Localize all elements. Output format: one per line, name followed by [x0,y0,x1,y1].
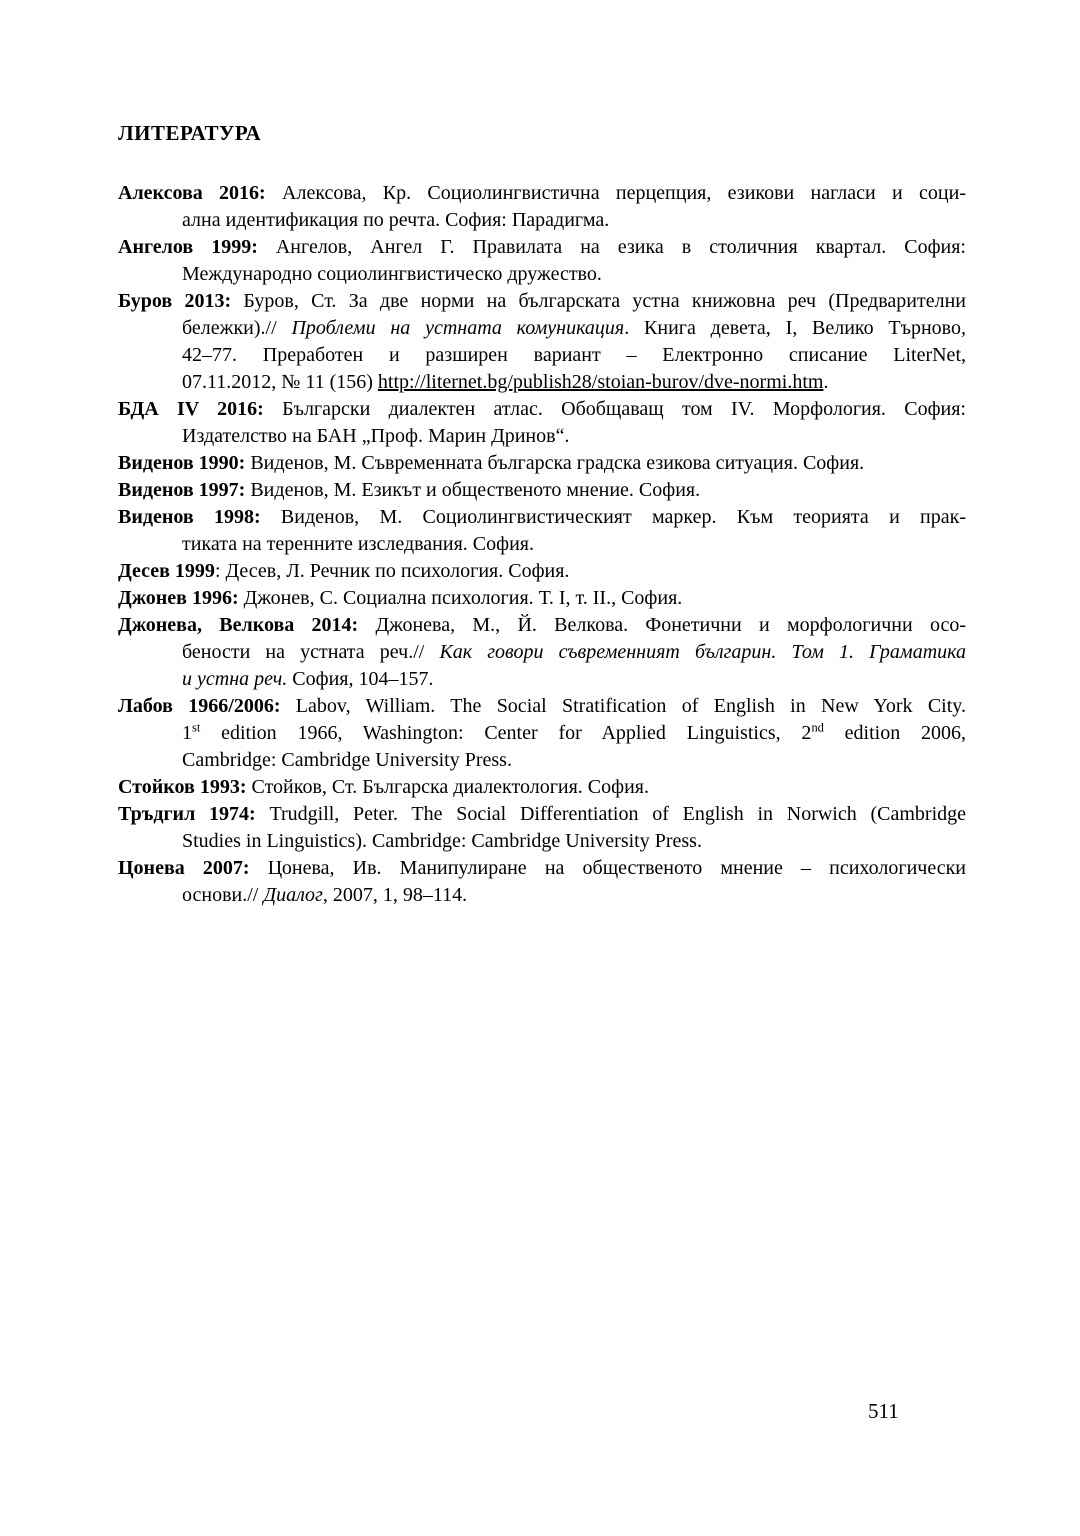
reference-entry [118,288,966,396]
reference-line [118,450,966,477]
reference-text: 42–77. Преработен и разширен вариант – Електронно списание LiterNet, [182,344,966,366]
bibliography-title: ЛИТЕРАТУРА [118,121,262,145]
reference-entry [118,612,966,693]
reference-line [118,477,966,504]
reference-label: БДА IV 2016: [118,398,264,420]
reference-text: Издателство на БАН „Проф. Марин Дринов“. [182,425,570,447]
reference-text: Буров, Ст. За две норми на българската устна книжовна реч (Предварителни [231,290,966,312]
reference-label: Цонева 2007: [118,857,250,879]
reference-text: . Книга девета, I, Велико Търново, [624,317,966,339]
reference-list [118,180,966,909]
reference-line [182,207,966,234]
reference-text: : Десев, Л. Речник по психология. София. [214,560,570,582]
reference-text: Джонев, С. Социална психология. Т. I, т. II., София. [238,587,683,609]
reference-line [118,801,966,828]
reference-entry [118,180,966,234]
reference-text: София, 104–157. [287,668,434,690]
reference-line [118,504,966,531]
reference-label: Виденов 1998: [118,506,261,528]
reference-italic-text: и устна реч. [182,668,288,690]
reference-line [118,693,966,720]
reference-text: тиката на теренните изследвания. София. [182,533,534,555]
reference-line [118,234,966,261]
reference-entry [118,504,966,558]
reference-text: основи.// [182,884,264,906]
reference-entry [118,801,966,855]
reference-line [182,639,966,666]
reference-text: бележки).// [182,317,292,339]
reference-text: Labov, William. The Social Stratification of English in New York City. [280,695,966,717]
reference-label: Виденов 1997: [118,479,246,501]
reference-line [118,558,966,585]
reference-text: Алексова, Кр. Социолингвистична перцепция, езикови нагласи и соци- [265,182,966,204]
reference-text: Ангелов, Ангел Г. Правилата на езика в столичния квартал. София: [257,236,966,258]
reference-line [182,423,966,450]
reference-text: edition 1966, Washington: Center for Applied Linguistics, 2 [200,722,812,744]
reference-text: 1 [182,722,192,744]
reference-text: Виденов, М. Съвременната българска градска езикова ситуация. София. [245,452,865,474]
page-content [118,120,966,909]
reference-entry [118,558,966,585]
reference-line [182,747,966,774]
reference-entry [118,855,966,909]
reference-entry [118,477,966,504]
reference-entry [118,396,966,450]
reference-line [118,774,966,801]
reference-text: . [823,371,829,393]
reference-line [182,342,966,369]
reference-entry [118,585,966,612]
reference-label: Джонев 1996: [118,587,239,609]
reference-text: Studies in Linguistics). Cambridge: Cambridge University Press. [182,830,702,852]
reference-entry [118,234,966,288]
reference-text: , 2007, 1, 98–114. [322,884,468,906]
reference-text: Цонева, Ив. Манипулиране на общественото мнение – психологически [249,857,967,879]
ordinal-superscript: nd [811,720,824,735]
reference-entry [118,450,966,477]
reference-text: 07.11.2012, № 11 (156) [182,371,378,393]
reference-italic-text: Проблеми на устната комуникация [291,317,625,339]
reference-label: Буров 2013: [118,290,232,312]
reference-text: ална идентификация по речта. София: Парадигма. [182,209,610,231]
reference-label: Ангелов 1999: [118,236,258,258]
reference-line [118,585,966,612]
reference-line [118,396,966,423]
reference-label: Алексова 2016: [118,182,266,204]
reference-line [182,315,966,342]
page-number: 511 [868,1399,899,1423]
reference-label: Тръдгил 1974: [118,803,256,825]
reference-line [182,882,966,909]
reference-line [182,261,966,288]
reference-line [118,288,966,315]
reference-text: edition 2006, [823,722,967,744]
reference-italic-text: Как говори съвременният българин. Том 1. Граматика [439,641,967,663]
reference-text: Стойков, Ст. Българска диалектология. София. [246,776,650,798]
reference-line [182,720,966,747]
reference-text: Cambridge: Cambridge University Press. [182,749,512,771]
reference-line [118,180,966,207]
reference-label: Десев 1999 [118,560,215,582]
reference-italic-text: Диалог [263,884,323,906]
reference-label: Виденов 1990: [118,452,246,474]
reference-label: Джонева, Велкова 2014: [118,614,359,636]
reference-text: Виденов, М. Социолингвистическият маркер. Към теорията и прак- [260,506,967,528]
reference-line [182,369,966,396]
reference-line [118,612,966,639]
reference-label: Лабов 1966/2006: [118,695,281,717]
ordinal-superscript: st [192,720,201,735]
reference-text: Български диалектен атлас. Обобщаващ том IV. Морфология. София: [263,398,966,420]
reference-label: Стойков 1993: [118,776,247,798]
reference-text: Виденов, М. Езикът и общественото мнение. София. [245,479,701,501]
reference-text: Trudgill, Peter. The Social Differentiation of English in Norwich (Cambridge [255,803,967,825]
reference-text: Международно социолингвистическо дружество. [182,263,602,285]
reference-line [182,666,966,693]
reference-entry [118,693,966,774]
reference-line [182,828,966,855]
reference-text: бености на устната реч.// [182,641,440,663]
reference-line [182,531,966,558]
reference-line [118,855,966,882]
reference-url-link[interactable]: http://liternet.bg/publish28/stoian-burov/dve-normi.htm [377,371,824,393]
reference-entry [118,774,966,801]
reference-text: Джонева, М., Й. Велкова. Фонетични и морфологични осо- [358,614,967,636]
